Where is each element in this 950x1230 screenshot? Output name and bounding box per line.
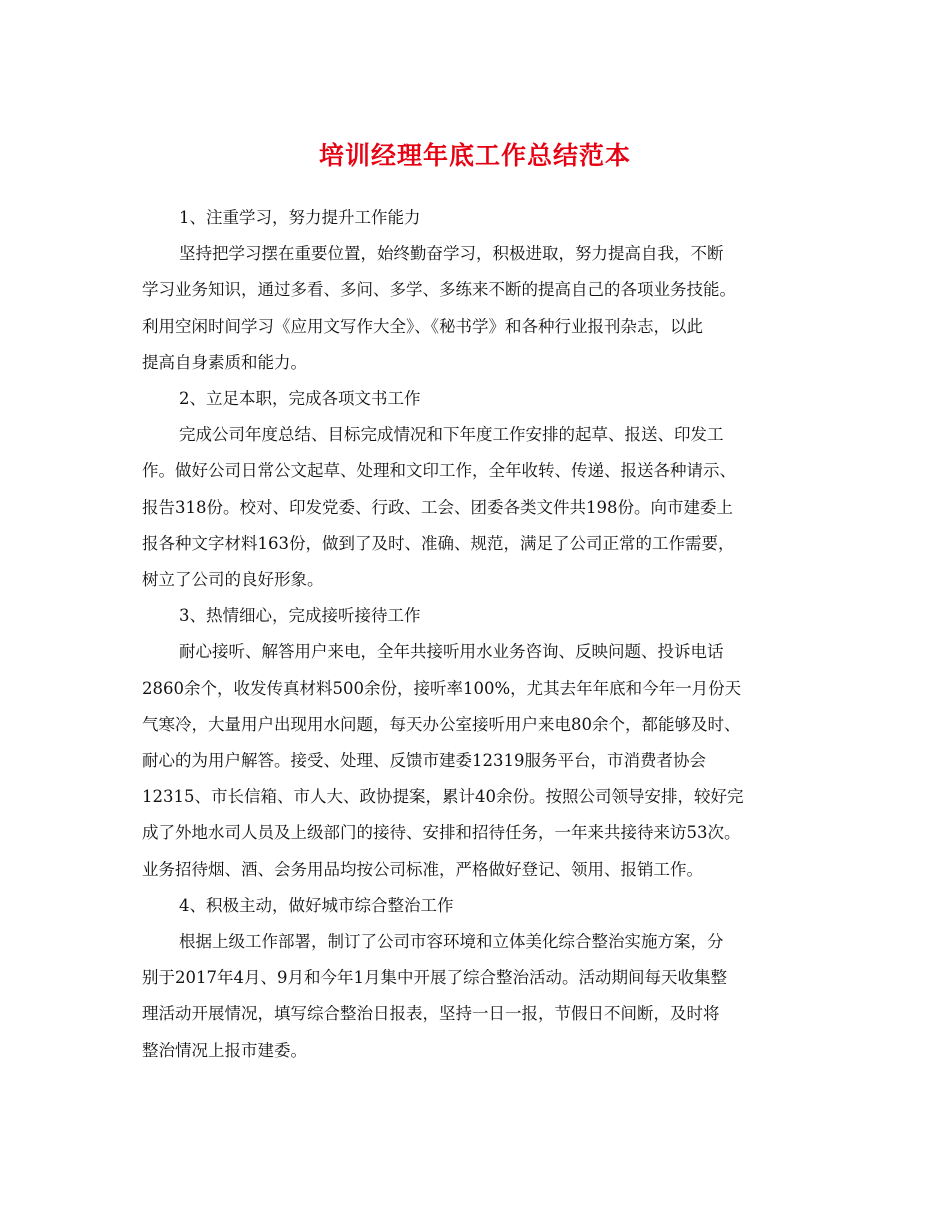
- paragraph-line: 理活动开展情况，填写综合整治日报表，坚持一日一报，节假日不间断，及时将: [142, 1004, 720, 1024]
- section-paragraph-1: [142, 236, 814, 381]
- section-heading-3: 3、热情细心，完成接听接待工作: [179, 606, 421, 626]
- section-heading-1: 1、注重学习，努力提升工作能力: [179, 208, 421, 227]
- section-paragraph-4: [142, 924, 814, 1069]
- paragraph-line: 12315、市长信箱、市人大、政协提案，累计40余份。按照公司领导安排，较好完: [142, 787, 744, 807]
- paragraph-line: 完成公司年度总结、目标完成情况和下年度工作安排的起草、报送、印发工: [179, 425, 724, 445]
- paragraph-line: 成了外地水司人员及上级部门的接待、安排和招待任务，一年来共接待来访53次。: [142, 823, 741, 843]
- paragraph-line: 报各种文字材料163份，做到了及时、准确、规范，满足了公司正常的工作需要，: [142, 533, 735, 553]
- paragraph-line: 根据上级工作部署，制订了公司市容环境和立体美化综合整治实施方案，分: [179, 932, 724, 952]
- section-paragraph-2: [142, 417, 814, 598]
- paragraph-line: 树立了公司的良好形象。: [142, 570, 324, 590]
- paragraph-line: 作。做好公司日常公文起草、处理和文印工作，全年收转、传递、报送各种请示、: [142, 461, 736, 481]
- document-title: 培训经理年底工作总结范本: [318, 141, 631, 170]
- section-heading-2: 2、立足本职，完成各项文书工作: [179, 389, 421, 409]
- paragraph-line: 业务招待烟、酒、会务用品均按公司标准，严格做好登记、领用、报销工作。: [142, 859, 703, 879]
- document-body: [142, 200, 814, 1069]
- paragraph-line: 2860余个，收发传真材料500余份，接听率100%，尤其去年年底和今年一月份天: [142, 678, 742, 698]
- paragraph-line: 整治情况上报市建委。: [142, 1040, 307, 1060]
- paragraph-line: 报告318份。校对、印发党委、行政、工会、团委各类文件共198份。向市建委上: [142, 497, 733, 517]
- paragraph-line: 提高自身素质和能力。: [142, 352, 307, 372]
- paragraph-line: 气寒冷，大量用户出现用水问题，每天办公室接听用户来电80余个，都能够及时、: [142, 714, 741, 734]
- paragraph-line: 耐心的为用户解答。接受、处理、反馈市建委12319服务平台，市消费者协会: [142, 751, 706, 771]
- paragraph-line: 利用空闲时间学习《应用文写作大全》、《秘书学》和各种行业报刊杂志，以此: [142, 316, 703, 336]
- section-heading-4: 4、积极主动，做好城市综合整治工作: [179, 895, 454, 915]
- section-paragraph-3: [142, 634, 814, 887]
- paragraph-line: 别于2017年4月、9月和今年1月集中开展了综合整治活动。活动期间每天收集整: [142, 968, 727, 988]
- paragraph-line: 坚持把学习摆在重要位置，始终勤奋学习，积极进取，努力提高自我，不断: [179, 244, 724, 264]
- paragraph-line: 学习业务知识，通过多看、多问、多学、多练来不断的提高自己的各项业务技能。: [142, 280, 736, 300]
- paragraph-line: 耐心接听、解答用户来电，全年共接听用水业务咨询、反映问题、投诉电话: [179, 642, 724, 662]
